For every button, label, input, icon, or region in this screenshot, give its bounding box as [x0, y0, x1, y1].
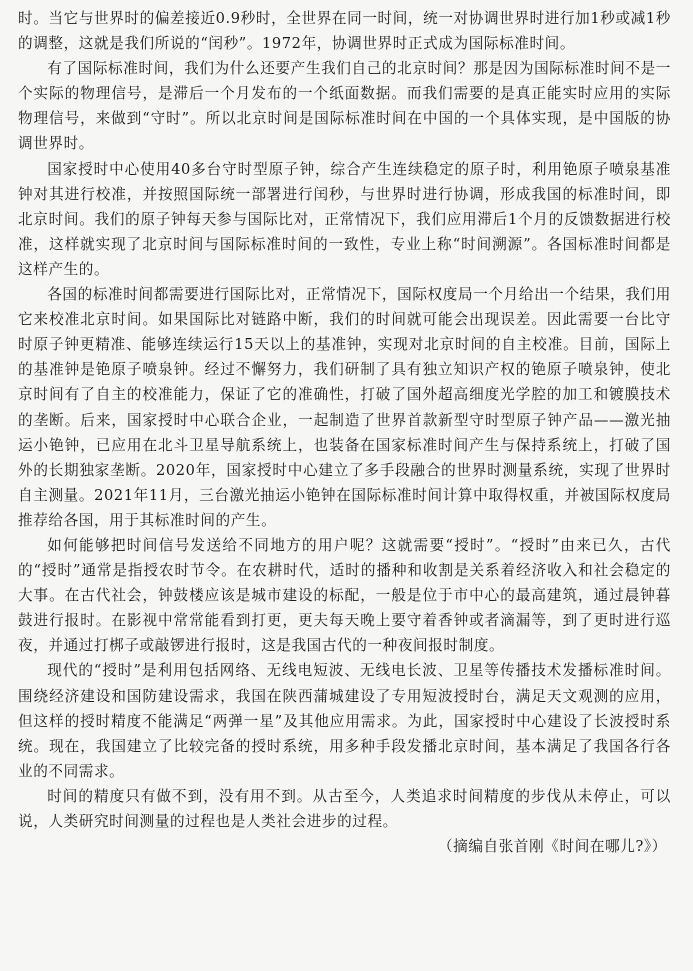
article-paragraph: 时。当它与世界时的偏差接近0.9秒时，全世界在同一时间，统一对协调世界时进行加1秒或减1秒的调整，这就是我们所说的“闰秒”。1972年，协调世界时正式成为国际标准时间。 [18, 10, 671, 53]
article-paragraph: 时间的精度只有做不到，没有用不到。从古至今，人类追求时间精度的步伐从未停止，可以说，人类研究时间测量的过程也是人类社会进步的过程。 [18, 787, 671, 830]
article-source-citation: （摘编自张首刚《时间在哪儿?》） [437, 838, 667, 856]
article-paragraph: 如何能够把时间信号发送给不同地方的用户呢？这就需要“授时”。“授时”由来已久，古代的“授时”通常是指授农时节令。在农耕时代，适时的播种和收割是关系着经济收入和社会稳定的大事。在古代社会，钟鼓楼应该是城市建设的标配，一般是位于市中心的最高建筑，通过晨钟暮鼓进行报时。在影视中常常能看到打更，更夫每天晚上要守着香钟或者滴漏等，到了更时进行巡夜，并通过打梆子或敲锣进行报时，这是我国古代的一种夜间报时制度。 [18, 536, 671, 655]
article-paragraph: 有了国际标准时间，我们为什么还要产生我们自己的北京时间？那是因为国际标准时间不是一个实际的物理信号，是滞后一个月发布的一个纸面数据。而我们需要的是真正能实时应用的实际物理信号，来做到“守时”。所以北京时间是国际标准时间在中国的一个具体实现，是中国版的协调世界时。 [18, 60, 671, 153]
article-paragraph: 各国的标准时间都需要进行国际比对，正常情况下，国际权度局一个月给出一个结果，我们用它来校准北京时间。如果国际比对链路中断，我们的时间就可能会出现误差。因此需要一台比守时原子钟更精准、能够连续运行15天以上的基准钟，实现对北京时间的自主校准。目前，国际上的基准钟是铯原子喷泉钟。经过不懈努力，我们研制了具有独立知识产权的铯原子喷泉钟，使北京时间有了自主的校准能力，保证了它的准确性，打破了国外超高细度光学腔的加工和镀膜技术的垄断。后来，国家授时中心联合企业，一起制造了世界首款新型守时型原子钟产品——激光抽运小铯钟，已应用在北斗卫星导航系统上，也装备在国家标准时间产生与保持系统上，打破了国外的长期独家垄断。2020年，国家授时中心建立了多手段融合的世界时测量系统，实现了世界时自主测量。2021年11月，三台激光抽运小铯钟在国际标准时间计算中取得权重，并被国际权度局推荐给各国，用于其标准时间的产生。 [18, 286, 671, 529]
article-paragraph: 现代的“授时”是利用包括网络、无线电短波、无线电长波、卫星等传播技术发播标准时间。围绕经济建设和国防建设需求，我国在陕西蒲城建设了专用短波授时台，满足天文观测的应用，但这样的授时精度不能满足“两弹一星”及其他应用需求。为此，国家授时中心建设了长波授时系统。现在，我国建立了比较完备的授时系统，用多种手段发播北京时间，基本满足了我国各行各业的不同需求。 [18, 662, 671, 780]
article-paragraph: 国家授时中心使用40多台守时型原子钟，综合产生连续稳定的原子时，利用铯原子喷泉基准钟对其进行校准，并按照国际统一部署进行闰秒，与世界时进行协调，形成我国的标准时间，即北京时间。我们的原子钟每天参与国际比对，正常情况下，我们应用滞后1个月的反馈数据进行校准，这样就实现了北京时间与国际标准时间的一致性，专业上称“时间溯源”。各国标准时间都是这样产生的。 [18, 160, 671, 278]
